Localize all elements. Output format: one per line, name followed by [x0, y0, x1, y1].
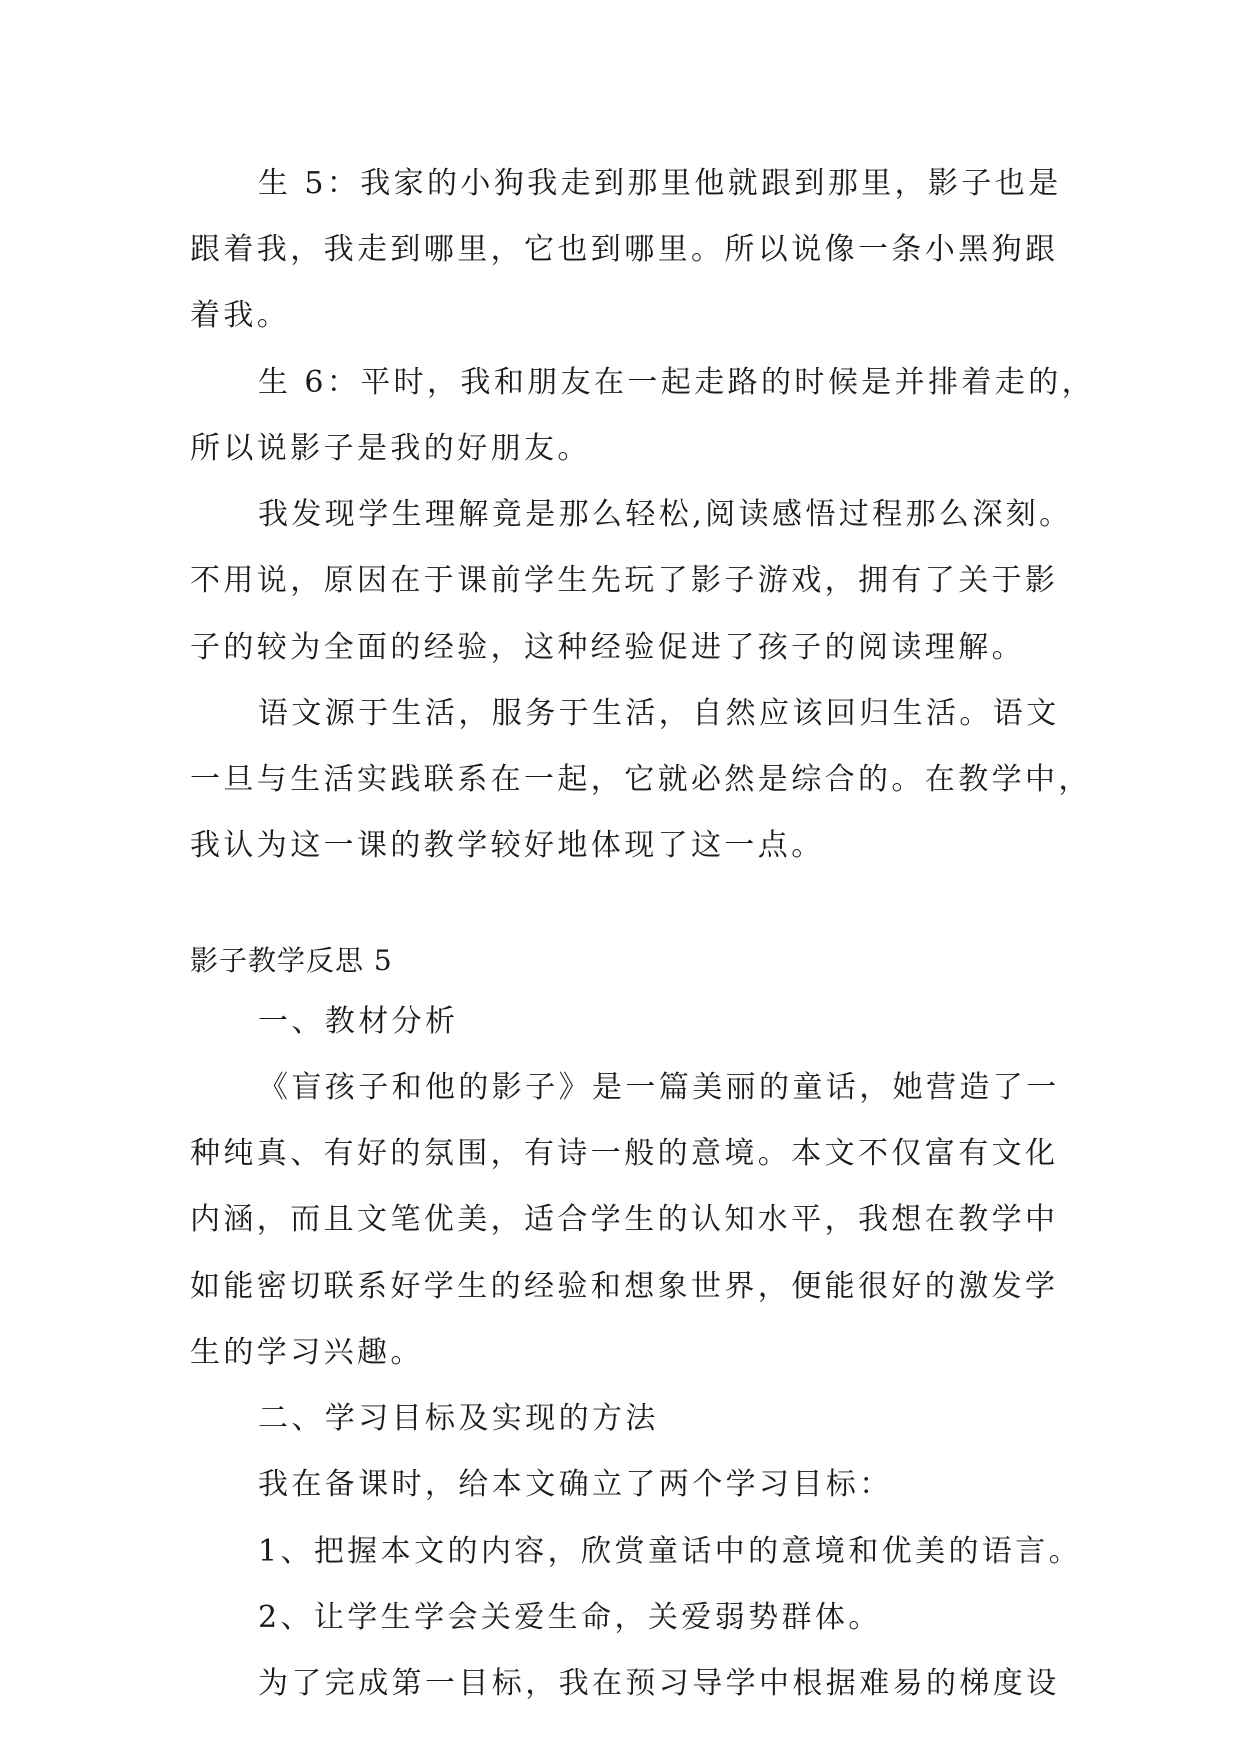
subsection-heading: 一、教材分析 [258, 1004, 459, 1039]
paragraph-line: 《盲孩子和他的影子》是一篇美丽的童话，她营造了一 [258, 1070, 1060, 1105]
paragraph-line: 内涵，而且文笔优美，适合学生的认知水平，我想在教学中 [190, 1202, 1059, 1237]
paragraph-line: 所以说影子是我的好朋友。 [190, 431, 591, 466]
paragraph-line: 一旦与生活实践联系在一起，它就必然是综合的。在教学中， [190, 762, 1092, 797]
subsection-heading: 二、学习目标及实现的方法 [258, 1401, 659, 1436]
paragraph-line: 子的较为全面的经验，这种经验促进了孩子的阅读理解。 [190, 630, 1025, 665]
paragraph-line: 着我。 [190, 298, 291, 333]
paragraph-line: 我在备课时，给本文确立了两个学习目标： [258, 1467, 893, 1502]
paragraph-line: 如能密切联系好学生的经验和想象世界，便能很好的激发学 [190, 1269, 1059, 1304]
paragraph-line: 我认为这一课的教学较好地体现了这一点。 [190, 828, 825, 863]
paragraph-line: 我发现学生理解竟是那么轻松,阅读感悟过程那么深刻。 [258, 497, 1073, 532]
paragraph-line: 不用说，原因在于课前学生先玩了影子游戏，拥有了关于影 [190, 563, 1059, 598]
paragraph-line: 生 6：平时，我和朋友在一起走路的时候是并排着走的， [258, 365, 1096, 400]
paragraph-line: 生 5：我家的小狗我走到那里他就跟到那里，影子也是 [258, 166, 1062, 201]
list-item: 2、让学生学会关爱生命，关爱弱势群体。 [258, 1600, 882, 1635]
paragraph-line: 为了完成第一目标，我在预习导学中根据难易的梯度设 [258, 1666, 1060, 1701]
list-item: 1、把握本文的内容，欣赏童话中的意境和优美的语言。 [258, 1534, 1083, 1569]
paragraph-line: 生的学习兴趣。 [190, 1335, 424, 1370]
paragraph-line: 语文源于生活，服务于生活，自然应该回归生活。语文 [258, 696, 1060, 731]
paragraph-line: 跟着我，我走到哪里，它也到哪里。所以说像一条小黑狗跟 [190, 232, 1059, 267]
section-heading: 影子教学反思 5 [190, 944, 393, 977]
paragraph-line: 种纯真、有好的氛围，有诗一般的意境。本文不仅富有文化 [190, 1136, 1059, 1171]
